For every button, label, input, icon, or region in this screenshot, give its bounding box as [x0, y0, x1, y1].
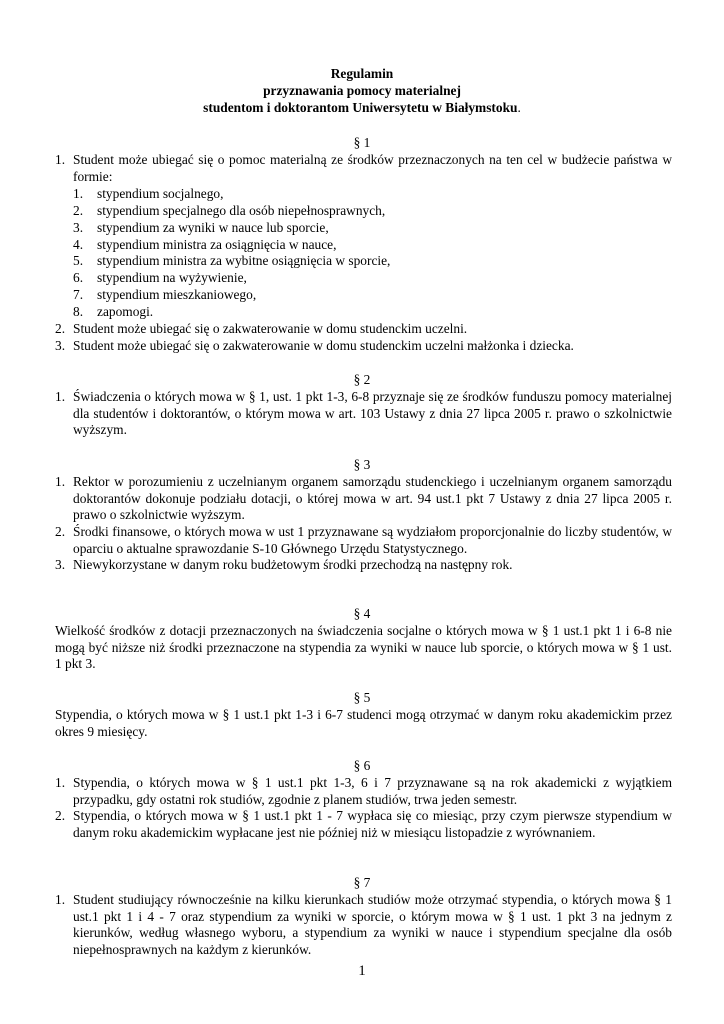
s1-item-6-number: 6.	[73, 270, 84, 285]
title-line-2: przyznawania pomocy materialnej	[263, 83, 461, 98]
s1-item-1-text: stypendium socjalnego,	[97, 186, 224, 201]
s4-text: Wielkość środków z dotacji przeznaczonych na świadczenia socjalne o których mowa w § 1 ust.1 pkt 1 i 6-8 nie mogą być niższe niż środki przeznaczone na stypendia za wyniki w nauce lub sporcie, o których mowa w § 1 ust. 1 pkt 3.	[55, 623, 672, 672]
s1-item-2-text: stypendium specjalnego dla osób niepełnosprawnych,	[97, 203, 386, 218]
s2-p1-number: 1.	[55, 389, 66, 404]
title-line-3-text: studentom i doktorantom Uniwersytetu w Białymstoku	[203, 100, 518, 115]
s6-p2-text: Stypendia, o których mowa w § 1 ust.1 pkt 1 - 7 wypłaca się co miesiąc, przy czym pierwsze stypendium w danym roku akademickim wypłacane jest nie później niż w miesiącu listopadzie z wyrównaniem.	[73, 808, 672, 840]
s1-item-3-number: 3.	[73, 220, 84, 235]
s5-text: Stypendia, o których mowa w § 1 ust.1 pkt 1-3 i 6-7 studenci mogą otrzymać w danym roku akademickim przez okres 9 miesięcy.	[55, 707, 672, 739]
s1-p1-text: Student może ubiegać się o pomoc materialną ze środków przeznaczonych na ten cel w budżecie państwa w formie:	[73, 152, 672, 184]
section-6-heading: § 6	[353, 758, 371, 773]
s3-p3-number: 3.	[55, 557, 66, 572]
s1-p2-text: Student może ubiegać się o zakwaterowanie w domu studenckim uczelni.	[73, 321, 468, 336]
s1-p3-number: 3.	[55, 338, 66, 353]
s3-p2-number: 2.	[55, 524, 66, 539]
s1-item-5-text: stypendium ministra za wybitne osiągnięcia w sporcie,	[97, 253, 391, 268]
section-1-heading: § 1	[353, 135, 371, 150]
page-number: 1	[358, 963, 366, 979]
s6-p2-number: 2.	[55, 808, 66, 823]
s1-item-1-number: 1.	[73, 186, 84, 201]
s1-item-4-number: 4.	[73, 237, 84, 252]
section-3-heading: § 3	[353, 457, 371, 472]
s1-item-7-number: 7.	[73, 287, 84, 302]
title-line-3	[0, 100, 724, 117]
section-7-heading: § 7	[353, 875, 371, 890]
section-5-heading: § 5	[353, 690, 371, 705]
s3-p2-text: Środki finansowe, o których mowa w ust 1 przyznawane są wydziałom proporcjonalnie do liczby studentów, w oparciu o aktualne sprawozdanie S-10 Głównego Urzędu Statystycznego.	[73, 524, 672, 556]
s7-p1-text: Student studiujący równocześnie na kilku kierunkach studiów może otrzymać stypendia, o których mowa § 1 ust.1 pkt 1 i 4 - 7 oraz stypendium za wyniki w sporcie, o którym mowa w § 1 ust. 1 pkt 3 na jednym z kierunków, według własnego wyboru, a stypendium za wyniki w nauce i stypendium specjalne dla osób niepełnosprawnych na każdym z kierunków.	[73, 892, 672, 957]
s1-item-2-number: 2.	[73, 203, 84, 218]
s2-p1-text: Świadczenia o których mowa w § 1, ust. 1 pkt 1-3, 6-8 przyznaje się ze środków funduszu pomocy materialnej dla studentów i doktorantów, o którym mowa w art. 103 Ustawy z dnia 27 lipca 2005 r. prawo o szkolnictwie wyższym.	[73, 389, 672, 438]
s1-item-7-text: stypendium mieszkaniowego,	[97, 287, 257, 302]
s1-p1-number: 1.	[55, 152, 66, 167]
s7-p1-number: 1.	[55, 892, 66, 907]
section-4-heading: § 4	[353, 606, 371, 621]
s1-item-5-number: 5.	[73, 253, 84, 268]
s1-item-8-text: zapomogi.	[97, 304, 154, 319]
title-line-1: Regulamin	[330, 66, 394, 81]
s3-p1-text: Rektor w porozumieniu z uczelnianym organem samorządu studenckiego i uczelnianym organem samorządu doktorantów dokonuje podziału dotacji, o której mowa w art. 94 ust.1 pkt 7 Ustawy z dnia 27 lipca 2005 r. prawo o szkolnictwie wyższym.	[73, 474, 672, 523]
s6-p1-number: 1.	[55, 775, 66, 790]
title-line-3-period: .	[517, 100, 521, 115]
section-2-heading: § 2	[353, 372, 371, 387]
s6-p1-text: Stypendia, o których mowa w § 1 ust.1 pkt 1-3, 6 i 7 przyznawane są na rok akademicki z wyjątkiem przypadku, gdy ostatni rok studiów, zgodnie z planem studiów, trwa jeden semestr.	[73, 775, 672, 807]
s3-p1-number: 1.	[55, 474, 66, 489]
s1-item-8-number: 8.	[73, 304, 84, 319]
s1-item-6-text: stypendium na wyżywienie,	[97, 270, 247, 285]
s1-item-4-text: stypendium ministra za osiągnięcia w nauce,	[97, 237, 337, 252]
s3-p3-text: Niewykorzystane w danym roku budżetowym środki przechodzą na następny rok.	[73, 557, 513, 572]
s1-item-3-text: stypendium za wyniki w nauce lub sporcie,	[97, 220, 329, 235]
s1-p2-number: 2.	[55, 321, 66, 336]
s1-p3-text: Student może ubiegać się o zakwaterowanie w domu studenckim uczelni małżonka i dziecka.	[73, 338, 574, 353]
